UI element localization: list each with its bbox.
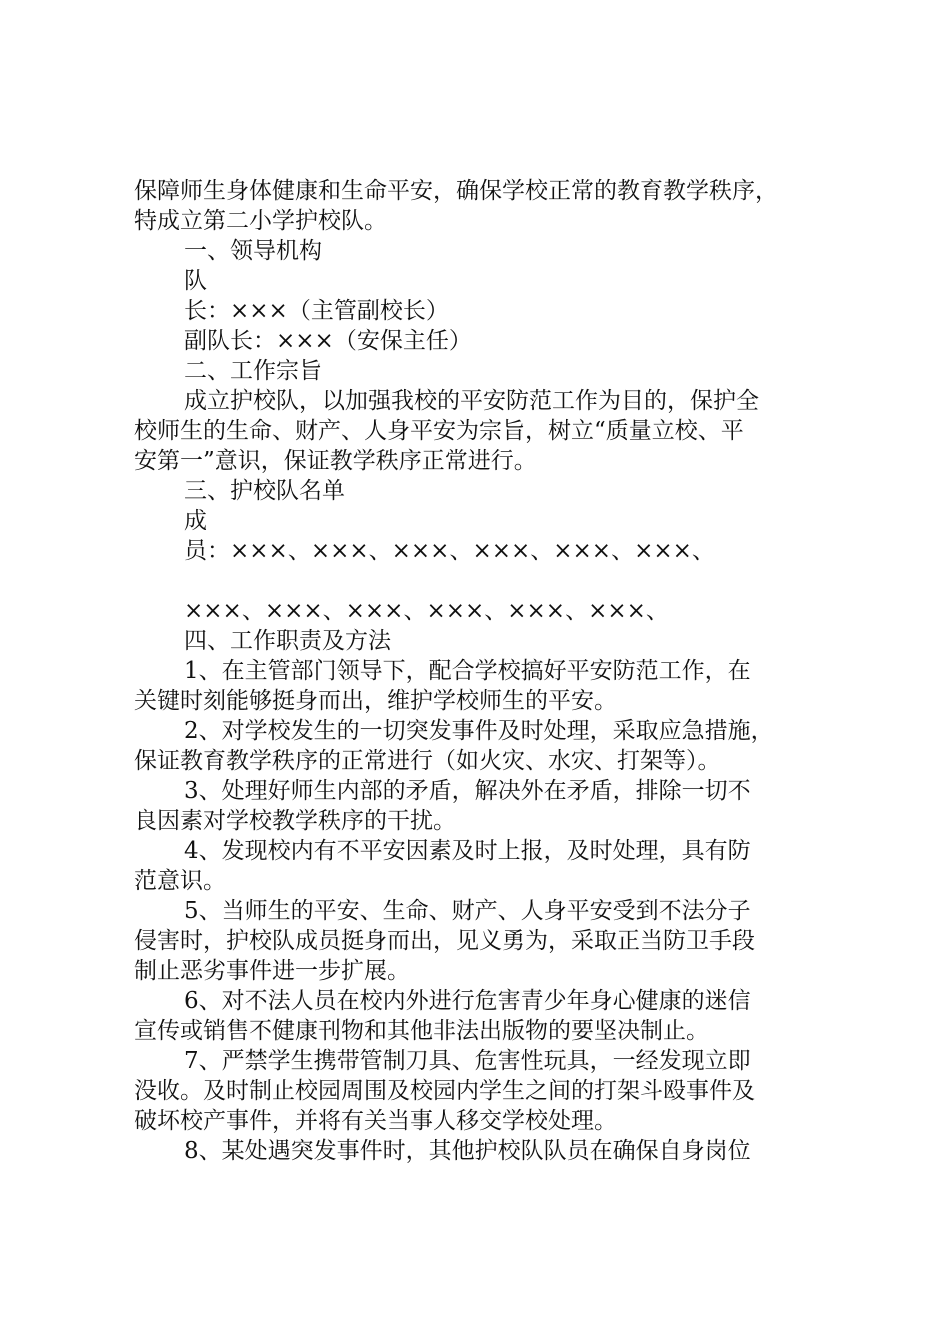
paragraph-line: 副队长：×××（安保主任） bbox=[184, 328, 472, 354]
paragraph-line: 安第一”意识，保证教学秩序正常进行。 bbox=[134, 448, 537, 474]
section-heading-purpose: 二、工作宗旨 bbox=[184, 358, 322, 384]
paragraph-line: 5、当师生的平安、生命、财产、人身平安受到不法分子 bbox=[184, 898, 751, 924]
blank-line bbox=[134, 566, 834, 596]
section-heading-leadership: 一、领导机构 bbox=[184, 238, 322, 264]
paragraph-line: 特成立第二小学护校队。 bbox=[134, 208, 387, 234]
paragraph-line: 2、对学校发生的一切突发事件及时处理，采取应急措施， bbox=[184, 718, 774, 744]
paragraph-line: 制止恶劣事件进一步扩展。 bbox=[134, 958, 410, 984]
paragraph-line: 4、发现校内有不平安因素及时上报，及时处理，具有防 bbox=[184, 838, 751, 864]
paragraph-line: 良因素对学校教学秩序的干扰。 bbox=[134, 808, 456, 834]
paragraph-line: 1、在主管部门领导下，配合学校搞好平安防范工作，在 bbox=[184, 658, 751, 684]
paragraph-line: 长：×××（主管副校长） bbox=[184, 298, 449, 324]
paragraph-line: 成立护校队，以加强我校的平安防范工作为目的，保护全 bbox=[184, 388, 759, 414]
paragraph-line: 侵害时，护校队成员挺身而出，见义勇为，采取正当防卫手段 bbox=[134, 928, 755, 954]
paragraph-line: 员：×××、×××、×××、×××、×××、×××、 bbox=[184, 538, 715, 564]
paragraph-line: 6、对不法人员在校内外进行危害青少年身心健康的迷信 bbox=[184, 988, 751, 1014]
paragraph-line: 范意识。 bbox=[134, 868, 226, 894]
section-heading-duties: 四、工作职责及方法 bbox=[184, 628, 391, 654]
paragraph-line: 破坏校产事件，并将有关当事人移交学校处理。 bbox=[134, 1108, 617, 1134]
paragraph-line: 7、严禁学生携带管制刀具、危害性玩具，一经发现立即 bbox=[184, 1048, 751, 1074]
paragraph-line: 8、某处遇突发事件时，其他护校队队员在确保自身岗位 bbox=[184, 1138, 751, 1164]
paragraph-line: 队 bbox=[184, 268, 207, 294]
paragraph-line: 保证教育教学秩序的正常进行（如火灾、水灾、打架等）。 bbox=[134, 748, 721, 774]
paragraph-line: 保障师生身体健康和生命平安，确保学校正常的教育教学秩序， bbox=[134, 178, 778, 204]
section-heading-roster: 三、护校队名单 bbox=[184, 478, 345, 504]
paragraph-line: ×××、×××、×××、×××、×××、×××、 bbox=[184, 598, 669, 624]
paragraph-line: 关键时刻能够挺身而出，维护学校师生的平安。 bbox=[134, 688, 617, 714]
paragraph-line: 没收。及时制止校园周围及校园内学生之间的打架斗殴事件及 bbox=[134, 1078, 755, 1104]
paragraph-line: 宣传或销售不健康刊物和其他非法出版物的要坚决制止。 bbox=[134, 1018, 709, 1044]
paragraph-line: 校师生的生命、财产、人身平安为宗旨，树立“质量立校、平 bbox=[134, 418, 744, 444]
document-body bbox=[134, 176, 834, 1166]
paragraph-line: 3、处理好师生内部的矛盾，解决外在矛盾，排除一切不 bbox=[184, 778, 751, 804]
paragraph-line: 成 bbox=[184, 508, 207, 534]
